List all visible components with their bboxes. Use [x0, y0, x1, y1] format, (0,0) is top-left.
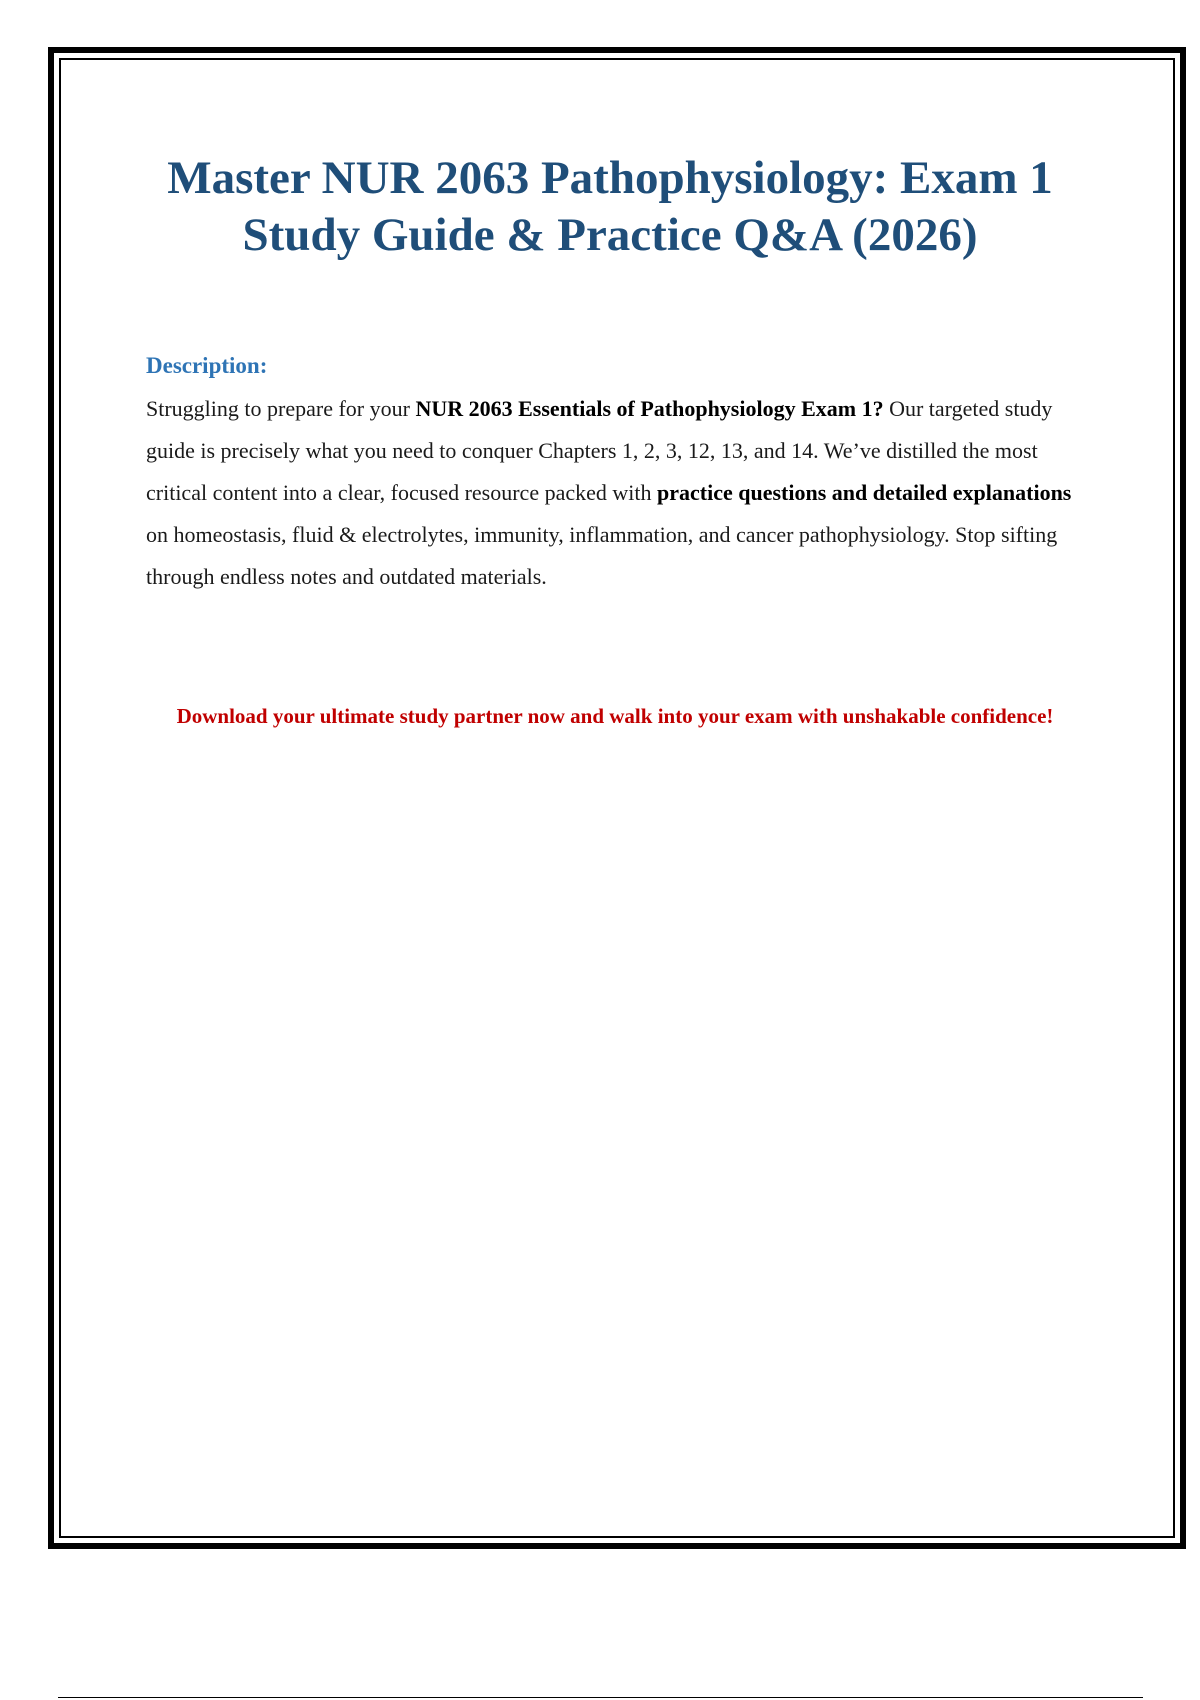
page-border-inner: [59, 58, 1175, 1538]
footer-rule: [58, 1697, 1143, 1698]
document-title: Master NUR 2063 Pathophysiology: Exam 1 Study Guide & Practice Q&A (2026): [167, 152, 1053, 261]
description-text-2: Our targeted study guide is precisely what you need to conquer Chapters 1, 2, 3, 12, 13, and 14. We’ve distilled the most critical content into a clear, focused resource packed with: [146, 396, 1053, 505]
call-to-action: Download your ultimate study partner now and walk into your exam with unshakable confidence!: [176, 704, 1054, 728]
description-bold-course: NUR 2063 Essentials of Pathophysiology Exam 1?: [415, 396, 884, 421]
page-border: [48, 47, 1186, 1549]
description-bold-practice: practice questions and detailed explanations: [657, 480, 1072, 505]
description-text-1: Struggling to prepare for your: [146, 396, 416, 421]
description-paragraph: [146, 388, 1096, 598]
description-text-3: on homeostasis, fluid & electrolytes, immunity, inflammation, and cancer pathophysiology. Stop sifting through endless notes and outdated materials.: [146, 522, 1058, 589]
description-label: Description:: [146, 353, 268, 378]
